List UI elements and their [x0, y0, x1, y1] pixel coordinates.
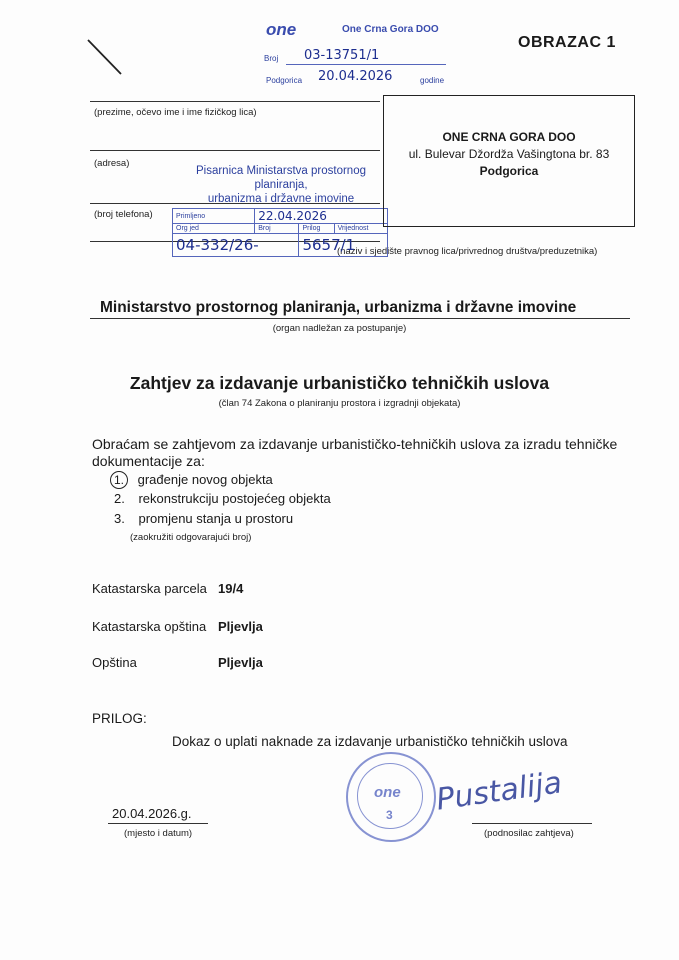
applicant-address-label: (adresa): [94, 158, 130, 169]
applicant-signature-label: (podnosilac zahtjeva): [484, 828, 574, 839]
applicant-phone-label: (broj telefona): [94, 209, 153, 220]
seal-number: 3: [386, 808, 393, 822]
seal-logo: one: [374, 784, 401, 801]
attachment-item: Dokaz o uplati naknade za izdavanje urbanističko tehničkih uslova: [172, 734, 568, 749]
applicant-signature: Pustalija: [434, 765, 565, 818]
option-2-number: 2.: [114, 491, 125, 506]
registry-primljeno-label: Primljeno: [173, 209, 255, 224]
request-subtitle: (član 74 Zakona o planiranju prostora i izgradnji objekata): [218, 398, 461, 409]
option-3[interactable]: [114, 511, 293, 526]
authority-caption: (organ nadležan za postupanje): [272, 323, 407, 334]
stamp-date-value: 20.04.2026: [318, 69, 393, 84]
option-1-number: 1.: [110, 471, 128, 489]
recipient-name: ONE CRNA GORA DOO: [442, 130, 576, 144]
stamp-broj-line: [286, 64, 446, 65]
registry-stamp-table: [172, 208, 388, 257]
authority-line: [90, 318, 630, 319]
recipient-city: Podgorica: [479, 164, 539, 178]
option-1[interactable]: [110, 471, 273, 489]
cadastral-municipality-label: Katastarska opština: [92, 619, 207, 634]
parcel-value: 19/4: [218, 581, 244, 596]
stamp-place-label: Podgorica: [266, 76, 303, 85]
incoming-stamp: [262, 16, 462, 86]
one-logo: one: [266, 20, 297, 39]
option-2[interactable]: [114, 491, 331, 506]
options-hint: (zaokružiti odgovarajući broj): [130, 532, 252, 543]
pen-stroke-mark: [85, 38, 125, 78]
registry-col-org: Org jed: [173, 224, 255, 234]
stamp-broj-value: 03-13751/1: [304, 48, 380, 63]
recipient-box: [383, 95, 635, 227]
registry-number-part1: 04-332/26-: [173, 234, 299, 257]
registry-col-broj: Broj: [255, 224, 299, 234]
form-title: OBRAZAC 1: [518, 34, 616, 51]
cadastral-municipality-value: Pljevlja: [218, 619, 263, 634]
applicant-name-label: (prezime, očevo ime i ime fizičkog lica): [94, 107, 257, 118]
stamp-broj-label: Broj: [264, 54, 279, 63]
registry-stamp-line1: Pisarnica Ministarstva prostornog planiranja,: [195, 165, 366, 191]
registry-stamp: [168, 164, 394, 257]
authority-name: Ministarstvo prostornog planiranja, urbanizma i državne imovine: [100, 299, 577, 316]
stamp-company: One Crna Gora DOO: [342, 24, 439, 35]
stamp-godine-label: godine: [420, 76, 445, 85]
request-title: Zahtjev za izdavanje urbanističko tehničkih uslova: [129, 373, 550, 393]
option-3-text: promjenu stanja u prostoru: [138, 511, 294, 526]
registry-stamp-line2: urbanizma i državne imovine: [207, 193, 355, 205]
registry-primljeno-value: 22.04.2026: [255, 209, 388, 224]
recipient-address: ul. Bulevar Džordža Vašingtona br. 83: [408, 147, 610, 161]
signature-line: [472, 823, 592, 824]
applicant-name-line: [90, 101, 380, 102]
attachment-label: PRILOG:: [92, 711, 147, 726]
parcel-label: Katastarska parcela: [92, 581, 207, 596]
registry-col-vrijednost: Vrijednost: [334, 224, 387, 234]
place-date-line: [108, 823, 208, 824]
option-1-text: građenje novog objekta: [137, 472, 273, 487]
municipality-label: Opština: [92, 655, 137, 670]
option-3-number: 3.: [114, 511, 125, 526]
place-date-label: (mjesto i datum): [124, 828, 193, 839]
applicant-address-line: [90, 150, 380, 151]
registry-col-prilog: Prilog: [299, 224, 334, 234]
applicant-legal-label: (naziv i sjedište pravnog lica/privrednog društva/preduzetnika): [337, 246, 598, 257]
registry-number-part2: 5657/1: [299, 234, 388, 257]
company-round-seal: [346, 752, 436, 842]
request-intro-line1: Obraćam se zahtjevom za izdavanje urbanističko-tehničkih uslova za izradu tehničke: [92, 436, 618, 452]
place-date-value: 20.04.2026.g.: [112, 806, 192, 821]
option-2-text: rekonstrukciju postojećeg objekta: [138, 491, 331, 506]
request-intro-line2: dokumentacije za:: [92, 453, 205, 469]
municipality-value: Pljevlja: [218, 655, 263, 670]
